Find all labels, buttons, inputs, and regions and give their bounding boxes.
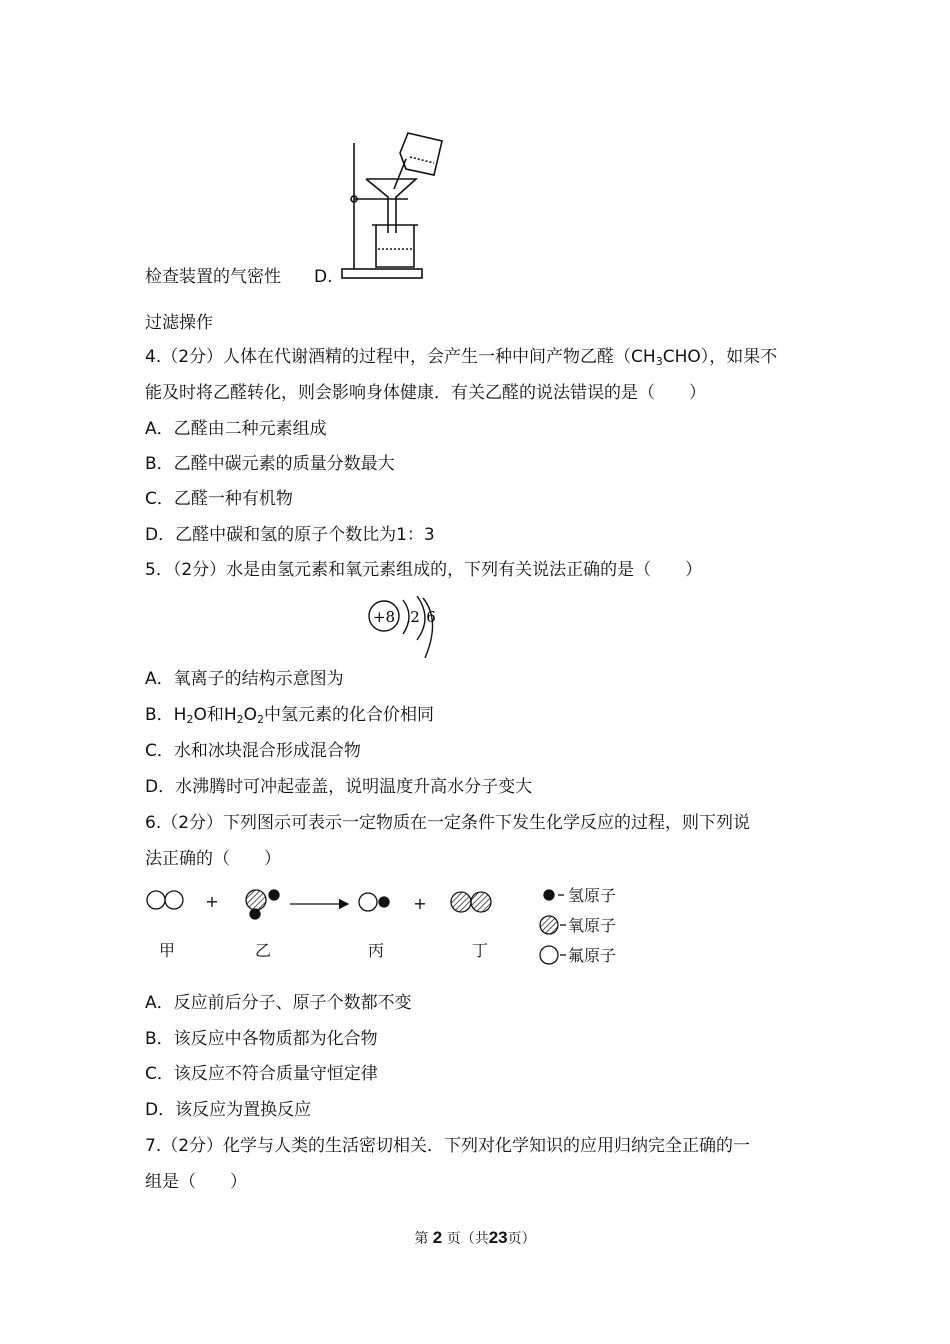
oxygen-atom <box>451 892 471 912</box>
plus-sign-2: + <box>413 894 427 913</box>
q5-stem: 5．（2分）水是由氢元素和氧元素组成的，下列有关说法正确的是（ ） <box>145 560 703 580</box>
q7-stem-line2: 组是（ ） <box>145 1172 247 1192</box>
page-footer: 第 2 页（共23页） <box>414 1228 536 1247</box>
oxygen-atom <box>246 890 266 910</box>
q7-stem-line1: 7.（2分）化学与人类的生活密切相关．下列对化学知识的应用归纳完全正确的一 <box>145 1136 751 1156</box>
option-d-label: D. <box>314 267 333 287</box>
oxygen-ion-structure-diagram <box>365 596 445 666</box>
q5-option-a: A．氧离子的结构示意图为 <box>145 669 344 689</box>
ion-shell-1: 2 <box>410 608 420 626</box>
q6-option-c: C．该反应不符合质量守恒定律 <box>145 1064 378 1084</box>
q5-option-d: D．水沸腾时可冲起壶盖，说明温度升高水分子变大 <box>145 777 533 797</box>
page-number: 2 <box>432 1228 443 1247</box>
q6-stem-line2: 法正确的（ ） <box>145 849 281 869</box>
q6-option-b: B．该反应中各物质都为化合物 <box>145 1029 378 1049</box>
legend-fluorine-symbol <box>540 946 558 964</box>
legend-fluorine-label: 氟原子 <box>568 946 617 965</box>
option-d-caption: 过滤操作 <box>145 313 213 333</box>
q4-stem-line1: 4.（2分）人体在代谢酒精的过程中，会产生一种中间产物乙醛$(CH_3CHO)$，如果不 <box>145 347 778 368</box>
q5-option-c: C．水和冰块混合形成混合物 <box>145 741 361 761</box>
total-pages: 23 <box>488 1228 508 1247</box>
q4-option-c: C．乙醛一种有机物 <box>145 489 293 509</box>
q5-option-b: B．$H_2O$和$H_2O_2$中氢元素的化合价相同 <box>145 705 435 726</box>
q6-stem-line1: 6.（2分）下列图示可表示一定物质在一定条件下发生化学反应的过程，则下列说 <box>145 813 751 833</box>
q4-stem-line2: 能及时将乙醛转化，则会影响身体健康．有关乙醛的说法错误的是（ ） <box>145 383 706 403</box>
legend-oxygen-label: 氧原子 <box>568 916 617 935</box>
option-c-tail: 检查装置的气密性 <box>145 267 281 287</box>
label-bing: 丙 <box>367 941 385 960</box>
q6-option-d: D．该反应为置换反应 <box>145 1100 312 1120</box>
hydrogen-atom <box>379 897 389 907</box>
plus-sign-1: + <box>205 892 219 911</box>
fluorine-atom <box>359 893 377 911</box>
legend-oxygen-symbol <box>540 916 558 934</box>
filtration-apparatus-figure <box>330 125 455 285</box>
q6-option-a: A．反应前后分子、原子个数都不变 <box>145 993 412 1013</box>
ion-nucleus: +8 <box>372 608 396 626</box>
label-yi: 乙 <box>254 941 272 960</box>
label-ding: 丁 <box>471 941 489 960</box>
q4-option-d: D．乙醛中碳和氢的原子个数比为1：3 <box>145 525 435 545</box>
fluorine-atom <box>147 891 165 909</box>
ion-shell-2: 6 <box>426 608 436 626</box>
legend-hydrogen-label: 氢原子 <box>568 886 617 905</box>
label-jia: 甲 <box>158 941 176 960</box>
hydrogen-atom <box>250 909 260 919</box>
oxygen-atom <box>471 892 491 912</box>
q4-option-a: A．乙醛由二种元素组成 <box>145 419 327 439</box>
fluorine-atom <box>165 891 183 909</box>
q4-option-b: B．乙醛中碳元素的质量分数最大 <box>145 454 395 474</box>
legend-hydrogen-symbol <box>544 890 554 900</box>
reaction-diagram <box>140 880 640 972</box>
hydrogen-atom <box>269 890 279 900</box>
